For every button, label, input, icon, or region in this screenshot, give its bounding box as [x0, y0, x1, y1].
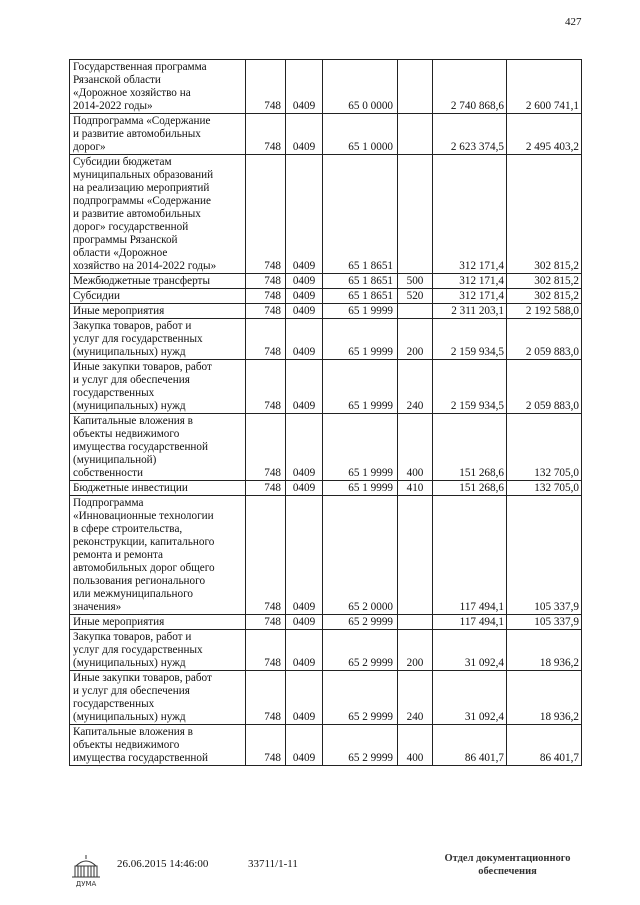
- row-name-cell: Подпрограмма «Содержание и развитие автомобильных дорог»: [70, 114, 246, 155]
- expense-type-cell: 200: [398, 630, 433, 671]
- actual-amount-cell: 302 815,2: [507, 155, 582, 274]
- footer-department-line2: обеспечения: [478, 866, 537, 877]
- expense-type-cell: [398, 496, 433, 615]
- target-article-cell: 65 1 9999: [323, 414, 398, 481]
- section-code-cell: 0409: [286, 615, 323, 630]
- page-number: 427: [565, 16, 582, 28]
- section-code-cell: 0409: [286, 630, 323, 671]
- expense-type-cell: [398, 60, 433, 114]
- section-code-cell: 0409: [286, 496, 323, 615]
- svg-text:ДУМА: ДУМА: [75, 880, 97, 888]
- admin-code-cell: 748: [246, 360, 286, 414]
- admin-code-cell: 748: [246, 414, 286, 481]
- section-code-cell: 0409: [286, 274, 323, 289]
- row-name-cell: Подпрограмма «Инновационные технологии в сфере строительства, реконструкции, капитального ремонта и ремонта автомобильных дорог общего пользования регионального или межмуниципального значения»: [70, 496, 246, 615]
- table-row: [70, 630, 582, 671]
- target-article-cell: 65 2 9999: [323, 615, 398, 630]
- plan-amount-cell: 312 171,4: [433, 274, 507, 289]
- section-code-cell: 0409: [286, 60, 323, 114]
- section-code-cell: 0409: [286, 289, 323, 304]
- target-article-cell: 65 2 9999: [323, 725, 398, 766]
- budget-table: [69, 59, 582, 766]
- expense-type-cell: 240: [398, 360, 433, 414]
- table-row: [70, 304, 582, 319]
- footer-department: [420, 852, 595, 878]
- table-row: [70, 60, 582, 114]
- row-name-cell: Субсидии бюджетам муниципальных образований на реализацию мероприятий подпрограммы «Содержание и развитие автомобильных дорог» государственной программы Рязанской области «Дорожное хозяйство на 2014-2022 годы»: [70, 155, 246, 274]
- target-article-cell: 65 1 8651: [323, 155, 398, 274]
- table-row: [70, 155, 582, 274]
- actual-amount-cell: 132 705,0: [507, 414, 582, 481]
- actual-amount-cell: 18 936,2: [507, 671, 582, 725]
- admin-code-cell: 748: [246, 496, 286, 615]
- table-row: [70, 671, 582, 725]
- target-article-cell: 65 0 0000: [323, 60, 398, 114]
- table-row: [70, 319, 582, 360]
- admin-code-cell: 748: [246, 155, 286, 274]
- actual-amount-cell: 2 059 883,0: [507, 319, 582, 360]
- admin-code-cell: 748: [246, 671, 286, 725]
- plan-amount-cell: 2 740 868,6: [433, 60, 507, 114]
- row-name-cell: Капитальные вложения в объекты недвижимого имущества государственной: [70, 725, 246, 766]
- expense-type-cell: [398, 155, 433, 274]
- table-row: [70, 360, 582, 414]
- target-article-cell: 65 2 9999: [323, 671, 398, 725]
- row-name-cell: Закупка товаров, работ и услуг для государственных (муниципальных) нужд: [70, 630, 246, 671]
- admin-code-cell: 748: [246, 481, 286, 496]
- section-code-cell: 0409: [286, 304, 323, 319]
- actual-amount-cell: 302 815,2: [507, 289, 582, 304]
- row-name-cell: Субсидии: [70, 289, 246, 304]
- expense-type-cell: 400: [398, 725, 433, 766]
- table-row: [70, 114, 582, 155]
- admin-code-cell: 748: [246, 319, 286, 360]
- row-name-cell: Закупка товаров, работ и услуг для государственных (муниципальных) нужд: [70, 319, 246, 360]
- table-row: [70, 496, 582, 615]
- row-name-cell: Государственная программа Рязанской области «Дорожное хозяйство на 2014-2022 годы»: [70, 60, 246, 114]
- table-row: [70, 289, 582, 304]
- row-name-cell: Бюджетные инвестиции: [70, 481, 246, 496]
- row-name-cell: Иные закупки товаров, работ и услуг для обеспечения государственных (муниципальных) нужд: [70, 360, 246, 414]
- plan-amount-cell: 117 494,1: [433, 496, 507, 615]
- expense-type-cell: 240: [398, 671, 433, 725]
- expense-type-cell: [398, 615, 433, 630]
- actual-amount-cell: 86 401,7: [507, 725, 582, 766]
- expense-type-cell: 520: [398, 289, 433, 304]
- expense-type-cell: 200: [398, 319, 433, 360]
- footer-department-line1: Отдел документационного: [444, 853, 571, 864]
- row-name-cell: Иные мероприятия: [70, 304, 246, 319]
- plan-amount-cell: 2 623 374,5: [433, 114, 507, 155]
- row-name-cell: Иные закупки товаров, работ и услуг для обеспечения государственных (муниципальных) нужд: [70, 671, 246, 725]
- plan-amount-cell: 86 401,7: [433, 725, 507, 766]
- actual-amount-cell: 132 705,0: [507, 481, 582, 496]
- plan-amount-cell: 312 171,4: [433, 289, 507, 304]
- actual-amount-cell: 105 337,9: [507, 496, 582, 615]
- target-article-cell: 65 1 9999: [323, 481, 398, 496]
- admin-code-cell: 748: [246, 114, 286, 155]
- section-code-cell: 0409: [286, 319, 323, 360]
- footer-doc-code: 33711/1-11: [248, 858, 298, 870]
- plan-amount-cell: 31 092,4: [433, 630, 507, 671]
- expense-type-cell: [398, 114, 433, 155]
- actual-amount-cell: 2 600 741,1: [507, 60, 582, 114]
- row-name-cell: Межбюджетные трансферты: [70, 274, 246, 289]
- duma-logo-icon: [66, 852, 106, 893]
- expense-type-cell: [398, 304, 433, 319]
- admin-code-cell: 748: [246, 725, 286, 766]
- table-row: [70, 481, 582, 496]
- plan-amount-cell: 2 311 203,1: [433, 304, 507, 319]
- admin-code-cell: 748: [246, 630, 286, 671]
- table-row: [70, 615, 582, 630]
- plan-amount-cell: 2 159 934,5: [433, 319, 507, 360]
- actual-amount-cell: 2 495 403,2: [507, 114, 582, 155]
- footer-timestamp: 26.06.2015 14:46:00: [117, 858, 209, 870]
- table-row: [70, 414, 582, 481]
- table-row: [70, 274, 582, 289]
- section-code-cell: 0409: [286, 725, 323, 766]
- section-code-cell: 0409: [286, 360, 323, 414]
- section-code-cell: 0409: [286, 414, 323, 481]
- target-article-cell: 65 2 0000: [323, 496, 398, 615]
- expense-type-cell: 400: [398, 414, 433, 481]
- row-name-cell: Иные мероприятия: [70, 615, 246, 630]
- section-code-cell: 0409: [286, 155, 323, 274]
- target-article-cell: 65 1 9999: [323, 319, 398, 360]
- section-code-cell: 0409: [286, 481, 323, 496]
- admin-code-cell: 748: [246, 615, 286, 630]
- plan-amount-cell: 151 268,6: [433, 481, 507, 496]
- section-code-cell: 0409: [286, 671, 323, 725]
- target-article-cell: 65 2 9999: [323, 630, 398, 671]
- actual-amount-cell: 302 815,2: [507, 274, 582, 289]
- target-article-cell: 65 1 8651: [323, 289, 398, 304]
- admin-code-cell: 748: [246, 304, 286, 319]
- plan-amount-cell: 2 159 934,5: [433, 360, 507, 414]
- target-article-cell: 65 1 0000: [323, 114, 398, 155]
- plan-amount-cell: 151 268,6: [433, 414, 507, 481]
- section-code-cell: 0409: [286, 114, 323, 155]
- target-article-cell: 65 1 8651: [323, 274, 398, 289]
- plan-amount-cell: 117 494,1: [433, 615, 507, 630]
- table-row: [70, 725, 582, 766]
- row-name-cell: Капитальные вложения в объекты недвижимого имущества государственной (муниципальной) собственности: [70, 414, 246, 481]
- plan-amount-cell: 312 171,4: [433, 155, 507, 274]
- admin-code-cell: 748: [246, 274, 286, 289]
- admin-code-cell: 748: [246, 289, 286, 304]
- target-article-cell: 65 1 9999: [323, 304, 398, 319]
- expense-type-cell: 500: [398, 274, 433, 289]
- admin-code-cell: 748: [246, 60, 286, 114]
- actual-amount-cell: 2 059 883,0: [507, 360, 582, 414]
- actual-amount-cell: 18 936,2: [507, 630, 582, 671]
- actual-amount-cell: 105 337,9: [507, 615, 582, 630]
- plan-amount-cell: 31 092,4: [433, 671, 507, 725]
- actual-amount-cell: 2 192 588,0: [507, 304, 582, 319]
- expense-type-cell: 410: [398, 481, 433, 496]
- target-article-cell: 65 1 9999: [323, 360, 398, 414]
- page-footer: [0, 852, 640, 892]
